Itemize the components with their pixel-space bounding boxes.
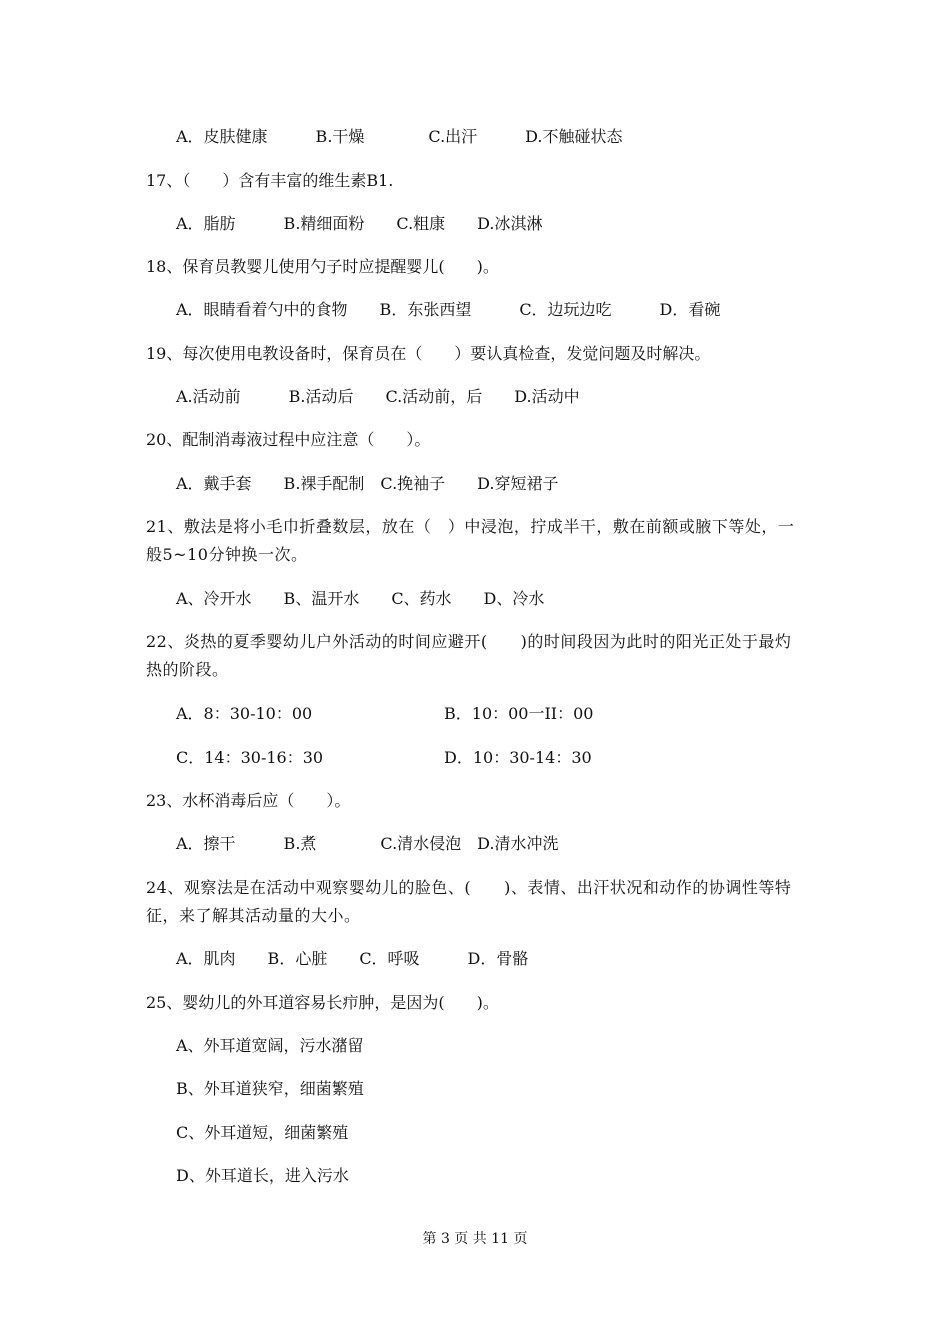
question-20: 20、配制消毒液过程中应注意（ ）。 — [146, 430, 431, 449]
question-18: 18、保育员教婴儿使用勺子时应提醒婴儿( )。 — [146, 257, 499, 276]
q20-options: A．戴手套 B.裸手配制 C.挽袖子 D.穿短裙子 — [176, 474, 559, 493]
q18-options: A．眼睛看着勺中的食物 B．东张西望 C．边玩边吃 D．看碗 — [176, 300, 721, 319]
q25-option-a: A、外耳道宽阔，污水潴留 — [176, 1036, 364, 1055]
q25-option-b: B、外耳道狭窄，细菌繁殖 — [176, 1079, 364, 1098]
q25-option-c: C、外耳道短，细菌繁殖 — [176, 1123, 349, 1142]
question-25: 25、婴幼儿的外耳道容易长疖肿，是因为( )。 — [146, 993, 499, 1012]
q24-options: A．肌肉 B．心脏 C．呼吸 D．骨骼 — [176, 949, 529, 968]
q21-options: A、冷开水 B、温开水 C、药水 D、冷水 — [176, 589, 545, 608]
q17-options: A．脂肪 B.精细面粉 C.粗康 D.冰淇淋 — [176, 214, 543, 233]
q19-options: A.活动前 B.活动后 C.活动前，后 D.活动中 — [176, 387, 580, 406]
question-21: 21、敷法是将小毛巾折叠数层，放在（ ）中浸泡，拧成半干，敷在前额或腋下等处，一般5~10分钟换一次。 — [146, 517, 795, 564]
q23-options: A．擦干 B.煮 C.清水侵泡 D.清水冲洗 — [176, 834, 559, 853]
q22-option-c: C．14：30-16：30 — [176, 748, 324, 767]
q22-option-a: A．8：30-10：00 — [176, 704, 313, 723]
question-22: 22、炎热的夏季婴幼儿户外活动的时间应避开( )的时间段因为此时的阳光正处于最灼热的阶段。 — [146, 632, 792, 679]
question-24: 24、观察法是在活动中观察婴幼儿的脸色、( )、表情、出汗状况和动作的协调性等特征，来了解其活动量的大小。 — [146, 878, 792, 925]
page-footer: 第 3 页 共 11 页 — [422, 1231, 528, 1247]
q16-options: A．皮肤健康 B.干燥 C.出汗 D.不触碰状态 — [176, 127, 623, 146]
question-19: 19、每次使用电教设备时，保育员在（ ）要认真检查，发觉问题及时解决。 — [146, 344, 711, 363]
question-17: 17、（ ）含有丰富的维生素B1. — [146, 171, 394, 190]
q22-option-d: D．10：30-14：30 — [444, 748, 592, 767]
q22-option-b: B．10：00一II：00 — [444, 704, 594, 723]
q25-option-d: D、外耳道长，进入污水 — [176, 1166, 349, 1185]
question-23: 23、水杯消毒后应（ ）。 — [146, 791, 351, 810]
